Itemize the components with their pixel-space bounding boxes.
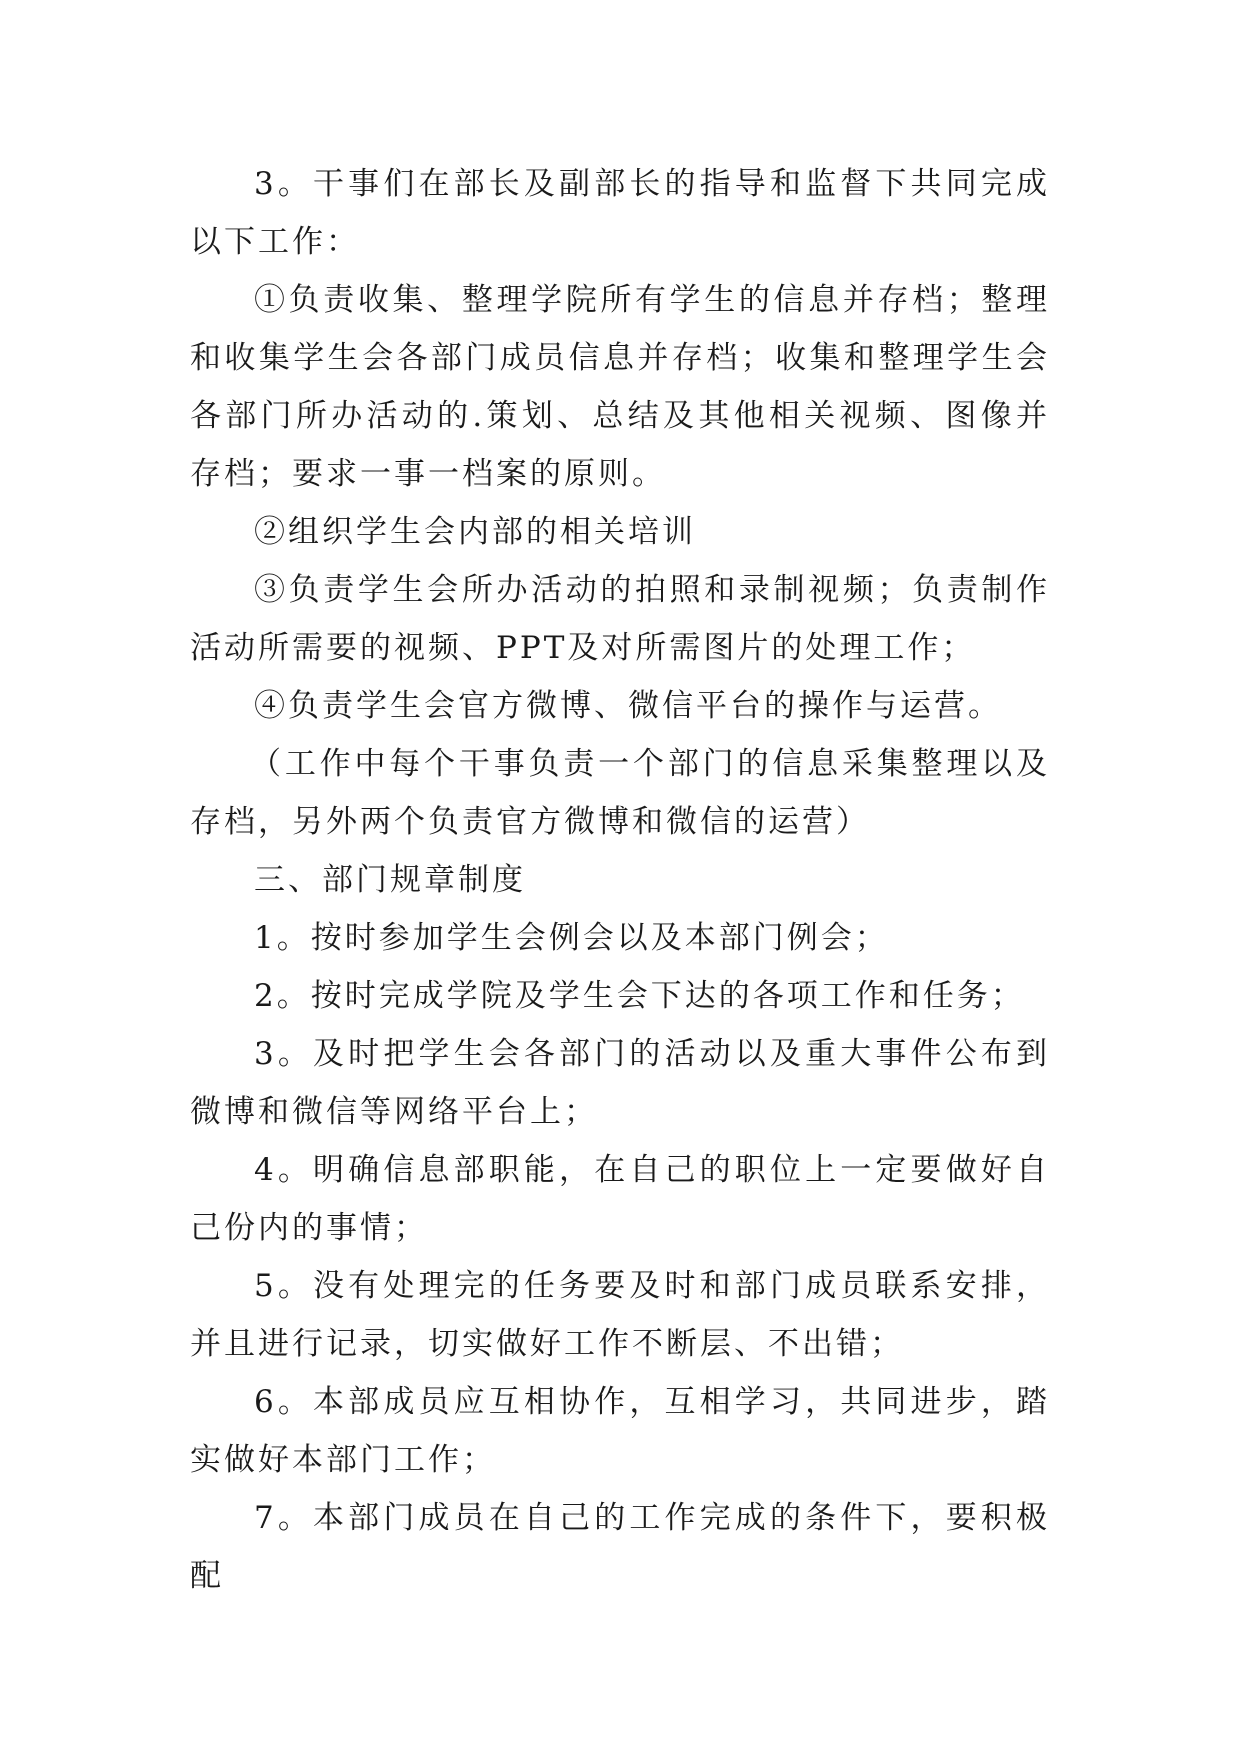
paragraph-rule-7: 7。本部门成员在自己的工作完成的条件下，要积极配 <box>190 1500 1050 1594</box>
section-heading-rules: 三、部门规章制度 <box>254 862 526 898</box>
paragraph-duty-note: （工作中每个干事负责一个部门的信息采集整理以及存档，另外两个负责官方微博和微信的运营） <box>190 746 1050 840</box>
paragraph-duty-4: ④负责学生会官方微博、微信平台的操作与运营。 <box>254 688 1002 724</box>
paragraph-rule-5: 5。没有处理完的任务要及时和部门成员联系安排，并且进行记录，切实做好工作不断层、不出错； <box>190 1268 1050 1362</box>
paragraph-duty-1: ①负责收集、整理学院所有学生的信息并存档；整理和收集学生会各部门成员信息并存档；收集和整理学生会各部门所办活动的.策划、总结及其他相关视频、图像并存档；要求一事一档案的原则。 <box>190 282 1050 492</box>
document-body <box>190 155 1050 1605</box>
paragraph-duty-3: ③负责学生会所办活动的拍照和录制视频；负责制作活动所需要的视频、PPT及对所需图片的处理工作； <box>190 572 1050 666</box>
paragraph-rule-1: 1。按时参加学生会例会以及本部门例会； <box>254 920 889 956</box>
paragraph-rule-6: 6。本部成员应互相协作，互相学习，共同进步，踏实做好本部门工作； <box>190 1384 1050 1478</box>
paragraph-duty-2: ②组织学生会内部的相关培训 <box>254 514 696 550</box>
paragraph-rule-2: 2。按时完成学院及学生会下达的各项工作和任务； <box>254 978 1025 1014</box>
paragraph-rule-3: 3。及时把学生会各部门的活动以及重大事件公布到微博和微信等网络平台上； <box>190 1036 1050 1130</box>
paragraph-staff-duties-intro: 3。干事们在部长及副部长的指导和监督下共同完成以下工作： <box>190 166 1050 260</box>
paragraph-rule-4: 4。明确信息部职能，在自己的职位上一定要做好自己份内的事情； <box>190 1152 1050 1246</box>
